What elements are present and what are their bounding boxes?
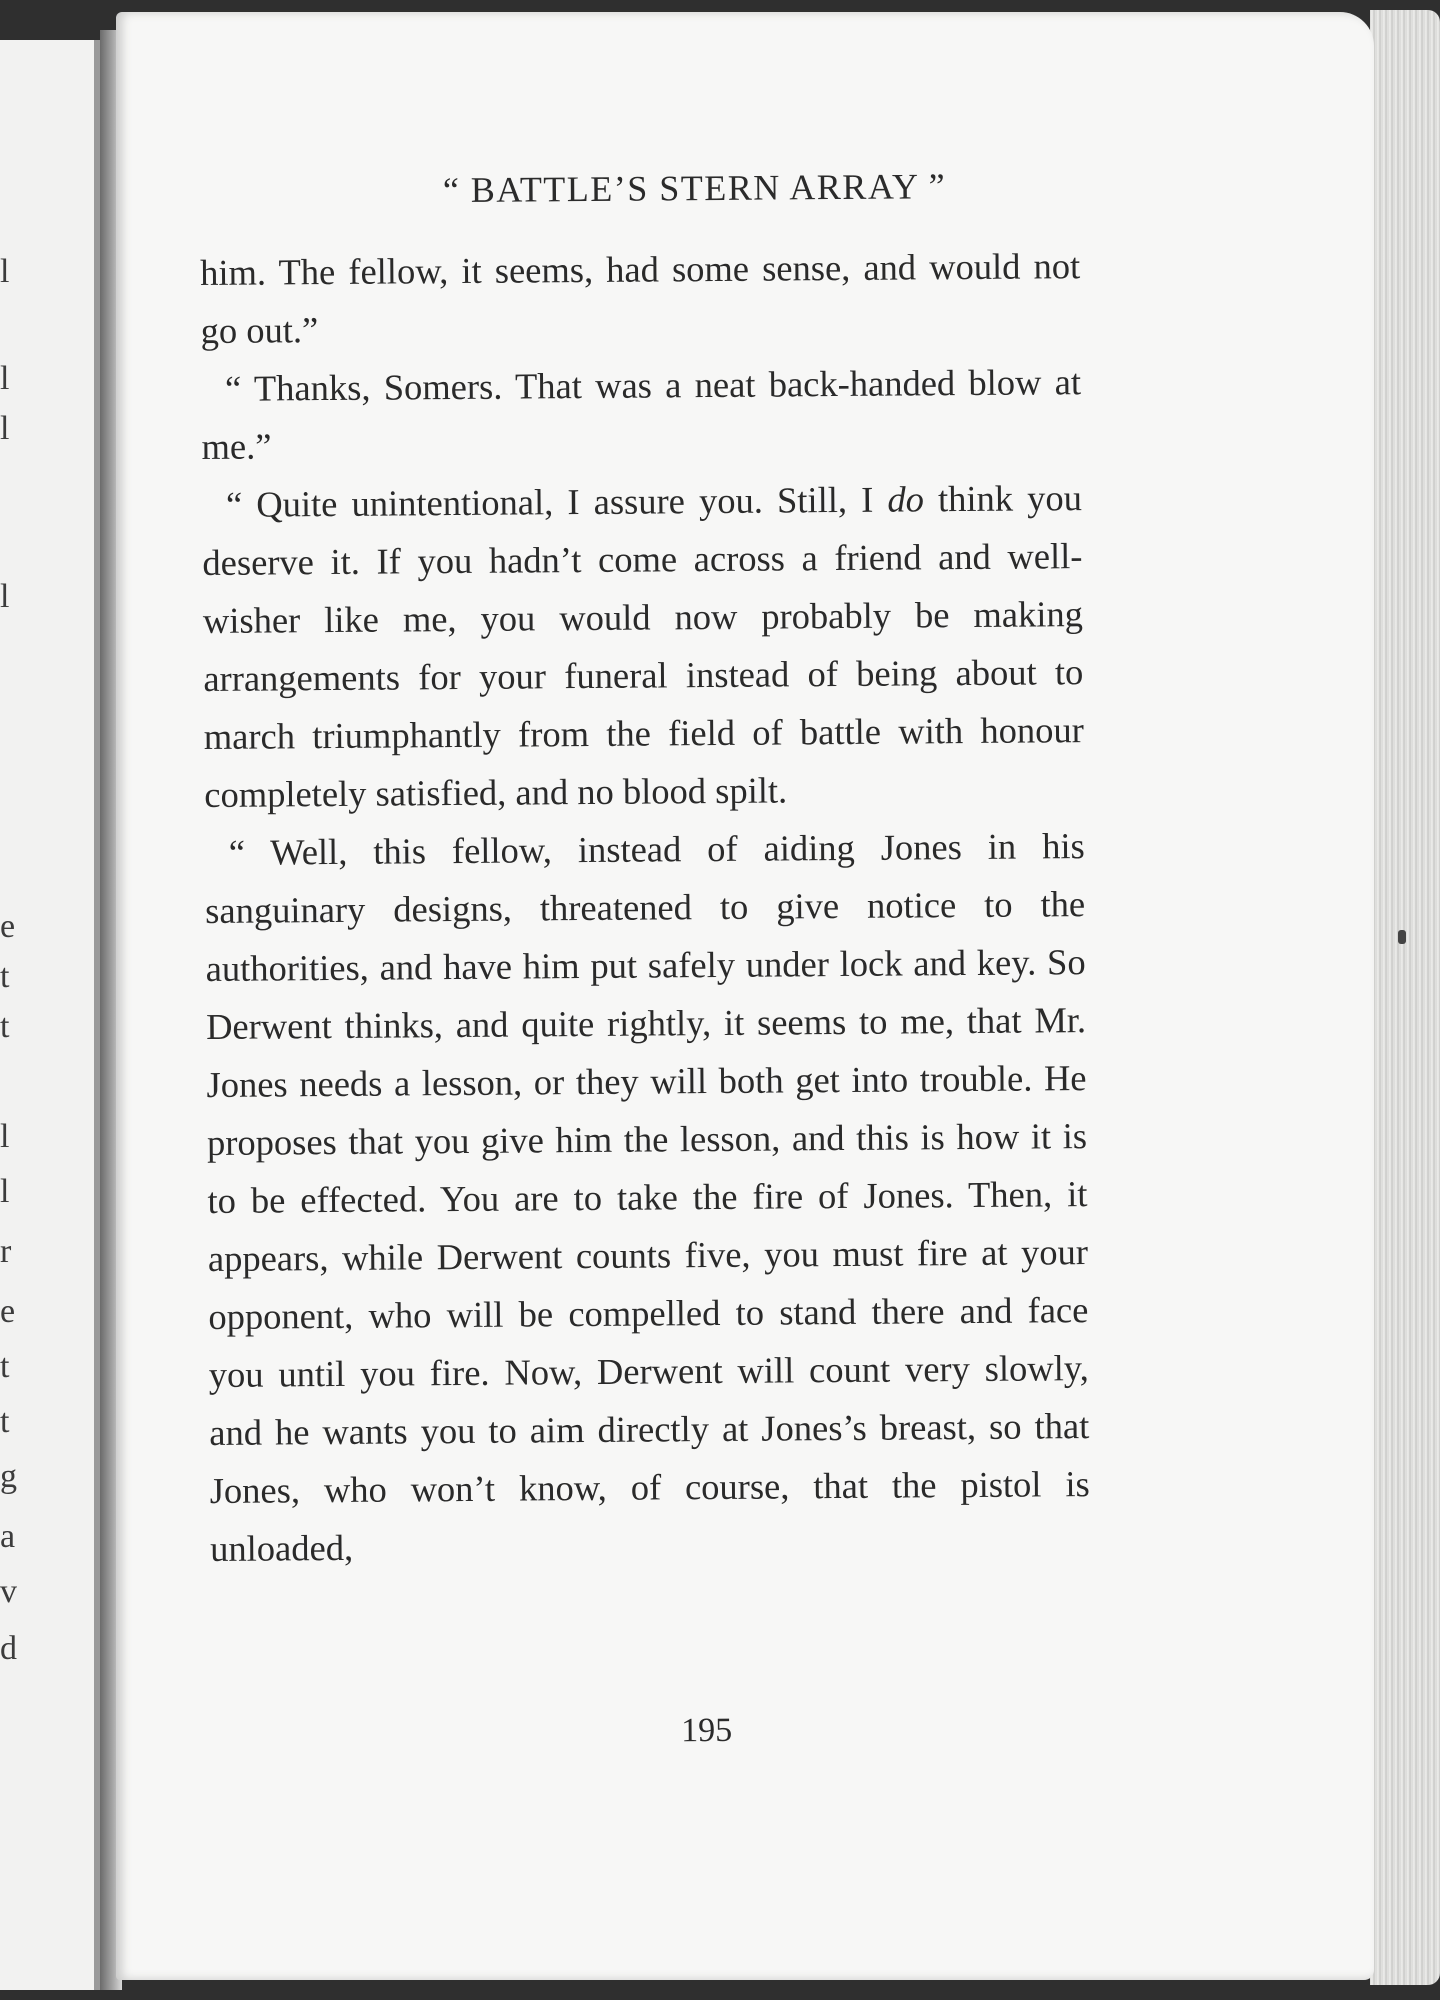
left-page-fragment: r — [0, 1233, 12, 1270]
left-page-fragment: t — [0, 1008, 10, 1045]
ink-spot — [1398, 930, 1406, 944]
left-page-fragment: t — [0, 1403, 10, 1440]
left-page-fragment: l — [0, 360, 10, 397]
paragraph — [200, 237, 1081, 360]
left-page-fragment: d — [0, 1630, 17, 1667]
paragraph — [202, 469, 1085, 824]
left-page-fragment: l — [0, 410, 10, 447]
paragraph-text: think you deserve it. If you hadn’t come across a friend and well-wisher like me, you would now probably be making arrangements for your funeral instead of being about to march triumphantly from the field of battle with honour completely satisfied, and no blood spilt. — [202, 477, 1084, 816]
paragraph-text: him. The fellow, it seems, had some sense, and would not go out.” — [200, 245, 1081, 352]
text-block — [108, 7, 1381, 1985]
left-facing-page — [0, 40, 100, 1990]
left-page-fragment: v — [0, 1573, 17, 1610]
italic-emphasis: do — [887, 478, 925, 520]
paragraph-text: “ Quite unintentional, I assure you. Still, I — [225, 478, 888, 525]
left-page-fragment: a — [0, 1518, 16, 1555]
left-page-fragment: l — [0, 253, 10, 290]
left-page-fragment: g — [0, 1458, 17, 1495]
page-edge-stack — [1370, 10, 1440, 1985]
running-head: “ BATTLE’S STERN ARRAY ” — [442, 166, 947, 211]
left-page-fragment: l — [0, 1118, 10, 1155]
left-page-fragment: e — [0, 1293, 16, 1330]
body-text — [200, 237, 1090, 1578]
paragraph — [205, 817, 1091, 1578]
book-page — [116, 12, 1374, 1980]
left-page-fragment: l — [0, 1173, 10, 1210]
paragraph-text: “ Thanks, Somers. That was a neat back-handed blow at me.” — [201, 361, 1082, 468]
left-page-fragment: l — [0, 578, 10, 615]
left-page-fragment: t — [0, 958, 10, 995]
page-number: 195 — [680, 1711, 733, 1750]
paragraph — [201, 353, 1082, 476]
paragraph-text: “ Well, this fellow, instead of aiding Jones in his sanguinary designs, threatened to give notice to the authorities, and have him put safely under lock and key. So Derwent thinks, and quite rightly, it seems to me, that Mr. Jones needs a lesson, or they will both get into trouble. He proposes that you give him the lesson, and this is how it is to be effected. You are to take the fire of Jones. Then, it appears, while Derwent counts five, you must fire at your opponent, who will be compelled to stand there and face you until you fire. Now, Derwent will count very slowly, and he wants you to aim directly at Jones’s breast, so that Jones, who won’t know, of course, that the pistol is unloaded, — [205, 825, 1090, 1569]
left-page-fragment: e — [0, 908, 16, 945]
left-page-fragment: t — [0, 1348, 10, 1385]
